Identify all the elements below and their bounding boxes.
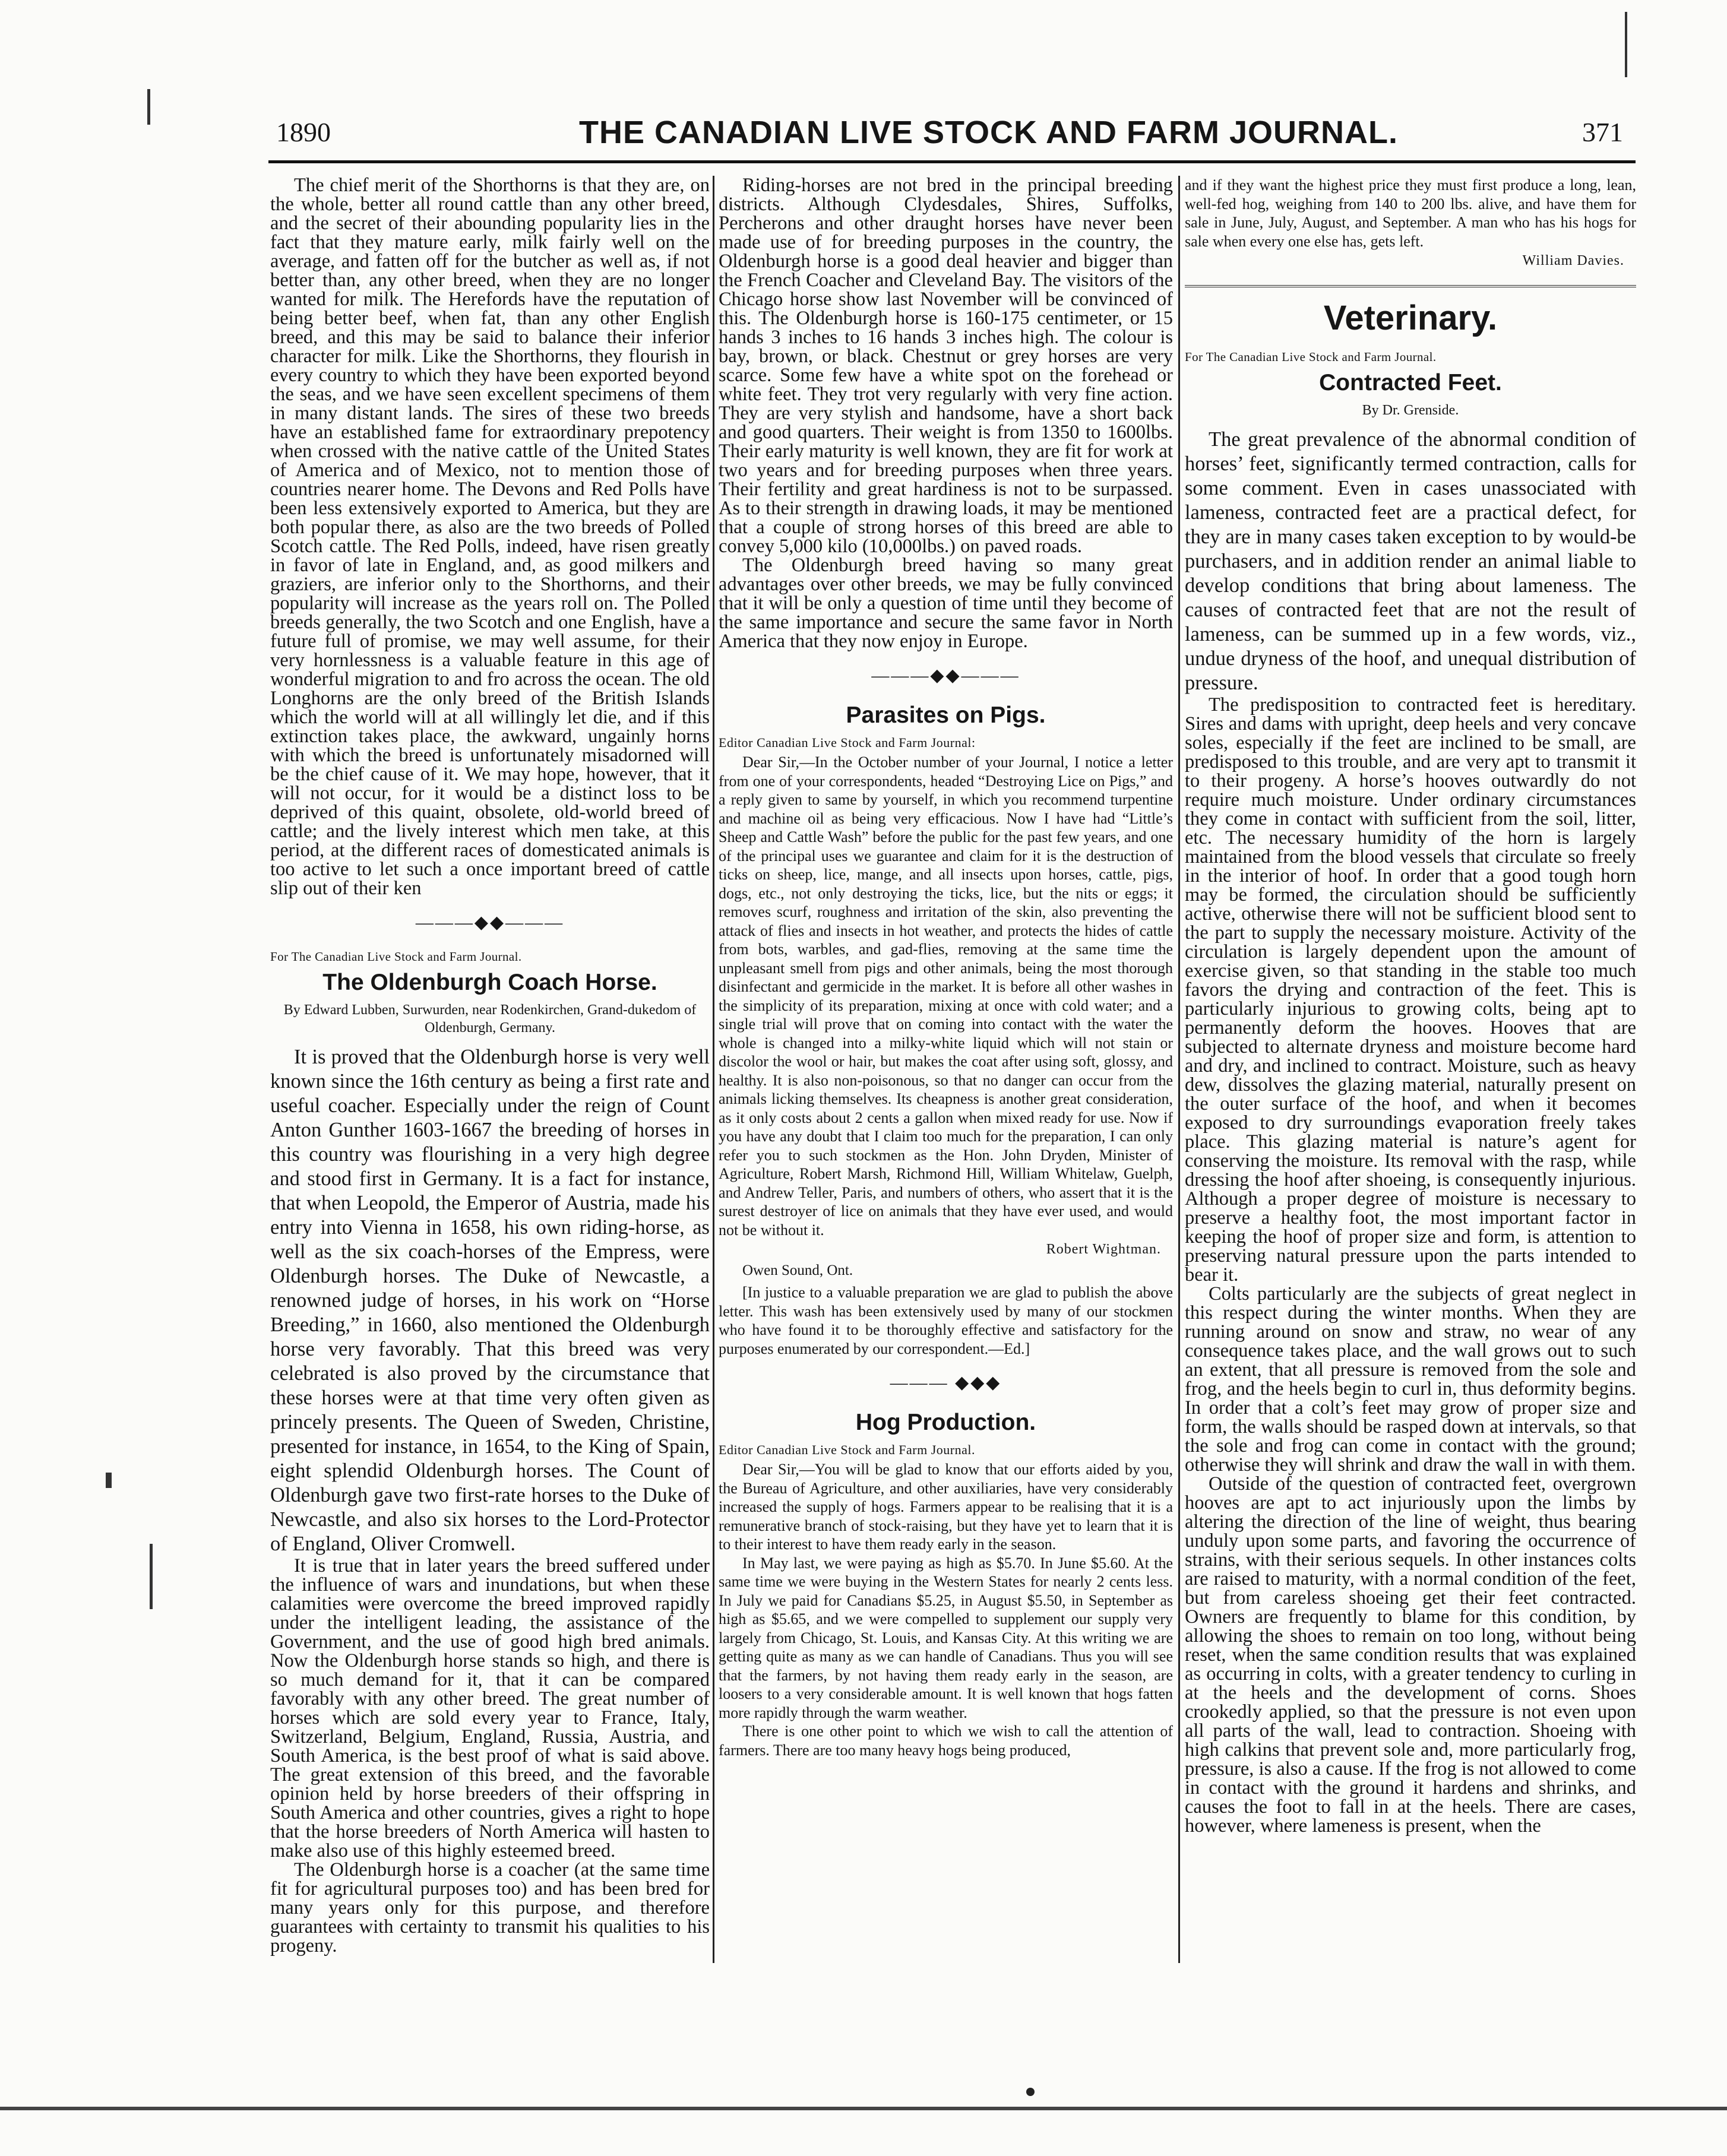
scan-margin-mark <box>147 89 150 125</box>
contracted-feet-byline: By Dr. Grenside. <box>1362 403 1459 418</box>
scan-bottom-edge <box>0 2107 1727 2110</box>
scan-margin-mark <box>150 1544 153 1609</box>
parasites-signature: Robert Wightman. <box>1046 1242 1161 1257</box>
header-rule <box>268 160 1636 163</box>
scan-dot <box>1026 2088 1035 2096</box>
column-1 <box>270 176 710 1969</box>
riding-paragraph: Riding-horses are not bred in the principal breeding districts. Although Clydesdales, Shires, Suffolks, Percherons and other draught horses have never been made use of for breeding purposes in the country, the Oldenburgh horse is a good deal heavier and bigger than the French Coacher and Cleveland Bay. The visitors of the Chicago horse show last November will be convinced of this. The Oldenburgh horse is 160-175 centimeter, or 15 hands 3 inches to 16 hands 3 inches high. The colour is bay, brown, or black. Chestnut or grey horses are very scarce. Some few have a white spot on the forehead or white feet. They trot very regularly with very fine action. They are very stylish and handsome, have a short back and good quarters. Their weight is from 1350 to 1600lbs. Their early maturity is well known, they are fit for work at two years and for breeding purposes when three years. Their fertility and great hardiness is not to be surpassed. As to their strength in drawing loads, it may be mentioned that a couple of strong horses of this breed are able to convey 5,000 kilo (10,000lbs.) on paved roads. <box>719 176 1173 557</box>
column-rule <box>713 176 714 1963</box>
for-journal-line: For The Canadian Live Stock and Farm Journal. <box>270 949 522 964</box>
contracted-feet-paragraph: The predisposition to contracted feet is hereditary. Sires and dams with upright, deep heels and very concave soles, especially if the feet are inclined to be small, are predisposed to this trouble, and are very apt to transmit it to their progeny. A horse’s hooves outwardly do not require much moisture. Under ordinary circumstances they come in contact with sufficient from the soil, litter, etc. The necessary humidity of the horn is largely maintained from the blood vessels that circulate so freely in the interior of hoof. In order that a good tough horn may be formed, the circulation should be sufficiently active, otherwise there will not be sufficient blood sent to the part to supply the necessary moisture. Activity of the circulation is largely dependent upon the amount of exercise given, so that standing in the stable too much favors the drying and contraction of the feet. This is particularly injurious to growing colts, being apt to permanently deform the hooves. Hooves that are subjected to alternate dryness and moisture become hard and dry, and inclined to contract. Moisture, such as heavy dew, dissolves the glazing material, naturally present on the outer surface of the hoof, and when it becomes exposed to dry surroundings evaporation freely takes place. This glazing material is nature’s agent for conserving the moisture. Its removal with the rasp, while dressing the hoof after shoeing, is consequently injurious. Although a proper degree of moisture is necessary to preserve a healthy foot, the most important factor in keeping the hoof of proper size and form, is attention to preserving natural pressure upon the parts intended to bear it. <box>1185 694 1636 1286</box>
editor-note: [In justice to a valuable preparation we are glad to publish the above letter. This wash has been extensively used by many of our stockmen who have found it to be thoroughly effective and satisfactory for the purposes enumerated by our correspondent.—Ed.] <box>719 1284 1173 1357</box>
parasites-letter: Dear Sir,—In the October number of your Journal, I notice a letter from one of your correspondents, headed “Destroying Lice on Pigs,” and a reply given to same by yourself, in which you recommend turpentine and machine oil as being very efficacious. Now I have had “Little’s Sheep and Cattle Wash” before the public for the past few years, and one of the principal uses we guarantee and claim for it is the destruction of ticks on sheep, lice, mange, and all insects upon horses, cattle, pigs, dogs, etc., not only destroying the ticks, lice, but the nits or eggs; it removes scurf, roughness and irritation of the skin, also preventing the attack of flies and insects in hot weather, and protects the hides of cattle from bots, warbles, and gad-flies, removing at the same time the unpleasant smell from pigs and other animals, being the most thorough disinfectant and germicide in the market. It is before all other washes in the simplicity of its preparation, mixing at once with cold water; and a single trial will prove that on coming into contact with the water the whole is changed into a milky-white liquid which will not stain or discolor the wool or hair, but makes the coat after using soft, glossy, and healthy. It is also non-poisonous, so that no danger can occur from the animals licking themselves. Its cheapness is another great consideration, as it only costs about 2 cents a gallon when mixed ready for use. Now if you have any doubt that I claim too much for the preparation, I can only refer you to such stockmen as the Hon. John Dryden, Minister of Agriculture, Robert Marsh, Richmond Hill, William Whitelaw, Guelph, and Andrew Teller, Paris, and numbers of others, who assert that it is the surest destroyer of lice on animals that they have ever used, and would not be without it. <box>719 754 1173 1239</box>
section-separator: ———◆◆——— <box>871 666 1020 685</box>
hog-paragraph: There is one other point to which we wish to call the attention of farmers. There are too many heavy hogs being produced, <box>719 1723 1173 1759</box>
hog-paragraph: Dear Sir,—You will be glad to know that our efforts aided by you, the Bureau of Agriculture, and other auxiliaries, have very considerably increased the supply of hogs. Farmers appear to be realising that it is a remunerative branch of stock-raising, but they have yet to learn that it is to their interest to have them ready early in the season. <box>719 1461 1173 1553</box>
section-separator: ——— ◆◆◆ <box>890 1373 1002 1392</box>
contracted-feet-paragraph: Colts particularly are the subjects of great neglect in this respect during the winter months. When they are running around on snow and straw, no wear of any consequence takes place, and the wall grows out to such an extent, that all pressure is removed from the sole and frog, and the heels begin to curl in, thus deformity begins. In order that a colt’s feet may grow of proper size and form, the walls should be rasped down at intervals, so that the sole and frog can come in contact with the ground; otherwise they will shrink and draw the wall in with them. <box>1185 1283 1636 1476</box>
contracted-feet-paragraph: Outside of the question of contracted feet, overgrown hooves are apt to act injuriously upon the limbs by altering the direction of the line of weight, thus bearing unduly upon some parts, and favoring the occurrence of strains, with their serious sequels. In other instances colts are raised to maturity, with a normal condition of the feet, but from careless shoeing get their feet contracted. Owners are frequently to blame for this condition, by allowing the shoes to remain on too long, without being reset, when the same condition results that was explained as occurring in colts, with a greater tendency to curling in at the heels and the development of corns. Shoes crookedly applied, so that the pressure is not even upon all parts of the wall, lead to contraction. Shoeing with high calkins that prevent sole and, more particularly frog, pressure, is also a cause. If the frog is not allowed to come in contact with the ground it hardens and shrinks, and causes the foot to fall in at the heels. There are cases, however, where lameness is present, when the <box>1185 1473 1636 1837</box>
parasites-place: Owen Sound, Ont. <box>742 1262 853 1278</box>
header-page-number: 371 <box>1582 117 1623 147</box>
column-2 <box>719 176 1173 1969</box>
oldenburgh-paragraph: The Oldenburgh horse is a coacher (at the same time fit for agricultural purposes too) and has been bred for many years only for this purpose, and therefore guarantees with certainty to transmit his qualities to his progeny. <box>270 1859 710 1956</box>
oldenburgh-heading: The Oldenburgh Coach Horse. <box>322 970 657 995</box>
column-rule <box>1178 176 1180 1963</box>
contracted-feet-heading: Contracted Feet. <box>1319 370 1502 395</box>
hog-paragraph: In May last, we were paying as high as $5.70. In June $5.60. At the same time we were buying in the Western States for nearly 2 cents less. In July we paid for Canadians $5.25, in August $5.50, in September as high as $5.65, and we were compelled to supplement our supply very largely from Chicago, St. Louis, and Kansas City. At this writing we are getting quite as many as we can handle of Canadians. Thus you will see that the farmers, by not having them ready early in the season, are loosers to a very considerable amount. It is well known that hogs fatten more rapidly through the warm weather. <box>719 1554 1173 1721</box>
oldenburgh-byline: By Edward Lubben, Surwurden, near Rodenkirchen, Grand-dukedom of Oldenburgh, Germany. <box>283 1002 697 1036</box>
hog-editor-line: Editor Canadian Live Stock and Farm Journal. <box>719 1442 975 1457</box>
hog-signature: William Davies. <box>1522 253 1624 268</box>
parasites-editor-line: Editor Canadian Live Stock and Farm Journal: <box>719 735 976 750</box>
header-year: 1890 <box>276 117 331 147</box>
section-double-rule <box>1185 285 1636 291</box>
header-title: THE CANADIAN LIVE STOCK AND FARM JOURNAL. <box>579 115 1399 150</box>
contracted-feet-paragraph: The great prevalence of the abnormal condition of horses’ feet, significantly termed contraction, calls for some comment. Even in cases unassociated with lameness, contracted feet are a practical defect, for they are in many cases taken exception to by would-be purchasers, and in addition render an animal liable to develop conditions that bring about lameness. The causes of contracted feet that are not the result of lameness, can be summed up in a few words, viz., undue dryness of the hoof, and unequal distribution of pressure. <box>1185 428 1636 694</box>
scan-margin-mark <box>1625 12 1627 77</box>
parasites-heading: Parasites on Pigs. <box>846 702 1046 728</box>
shorthorn-paragraph: The chief merit of the Shorthorns is that they are, on the whole, better all round cattle than any other breed, and the secret of their abounding popularity lies in the fact that they mature early, milk fairly well on the average, and fatten off for the butcher as well as, if not better than, any other breed, when they are no longer wanted for milk. The Herefords have the reputation of being better beef, when fat, than any other English breed, and this may be said to balance their inferior character for milk. Like the Shorthorns, they flourish in every country to which they have been exported beyond the seas, and we have seen excellent specimens of them in many distant lands. The sires of these two breeds have an established fame for extraordinary prepotency when crossed with the native cattle of the United States of America and of Mexico, not to mention those of countries nearer home. The Devons and Red Polls have been less extensively exported to America, but they are both popular there, as also are the two breeds of Polled Scotch cattle. The Red Polls, indeed, have risen greatly in favor of late in England, and, as good milkers and graziers, are inferior only to the Shorthorns, and their popularity will increase as the years roll on. The Polled breeds generally, the two Scotch and one English, have a future full of promise, we may well assume, for their very hornlessness is a valuable feature in this age of wonderful migration to and fro across the ocean. The old Longhorns are the only breed of the British Islands which the world will at all willingly let die, and if this extinction takes place, the awkward, ungainly horns with which the breed is unfortunately misadorned will be the chief cause of it. We may hope, however, that it will not occur, for it would be a distinct loss to be deprived of this quaint, obsolete, old-world breed of cattle; and the lively interest which men take, at this period, at the different races of domesticated animals is too active to let such a once important breed of cattle slip out of their ken <box>270 176 710 899</box>
veterinary-heading: Veterinary. <box>1323 299 1498 337</box>
scan-margin-mark <box>106 1473 112 1488</box>
hog-heading: Hog Production. <box>855 1410 1036 1435</box>
column-3 <box>1185 176 1636 1969</box>
oldenburgh-paragraph: It is proved that the Oldenburgh horse is very well known since the 16th century as being a first rate and useful coacher. Especially under the reign of Count Anton Gunther 1603-1667 the breeding of horses in this country was flourishing in a very high degree and stood first in Germany. It is a fact for instance, that when Leopold, the Emperor of Austria, made his entry into Vienna in 1658, his own riding-horse, as well as the six coach-horses of the Empress, were Oldenburgh horses. The Duke of Newcastle, a renowned judge of horses, in his work on “Horse Breeding,” in 1660, also mentioned the Oldenburgh horse very favorably. That this breed was very celebrated is also proved by the circumstance that these horses were at that time very often given as princely presents. The Queen of Sweden, Christine, presented for instance, in 1654, to the King of Spain, eight splendid Oldenburgh horses. The Count of Oldenburgh gave two first-rate horses to the Duke of Newcastle, and also six horses to the Lord-Protector of England, Oliver Cromwell. <box>270 1046 710 1555</box>
hog-continued: and if they want the highest price they must first produce a long, lean, well-fed hog, weighing from 140 to 200 lbs. alive, and have them for sale in June, July, August, and September. A man who has his hogs for sale when every one else has, gets left. <box>1185 176 1636 250</box>
riding-paragraph: The Oldenburgh breed having so many great advantages over other breeds, we may be fully convinced that it will be only a question of time until they become of the same importance and secure the same favor in North America that they now enjoy in Europe. <box>719 555 1173 652</box>
section-separator: ———◆◆——— <box>415 913 565 932</box>
oldenburgh-paragraph: It is true that in later years the breed suffered under the influence of wars and inundations, but when these calamities were overcome the breed improved rapidly under the intelligent leading, the assistance of the Government, and the use of good high bred animals. Now the Oldenburgh horse stands so high, and there is so much demand for it, that it can be compared favorably with any other breed. The great number of horses which are sold every year to France, Italy, Switzerland, Belgium, England, Russia, Austria, and South America, is the best proof of what is said above. The great extension of this breed, and the favorable opinion held by horse breeders of their offspring in South America and other countries, gives a right to hope that the horse breeders of North America will hasten to make also use of this highly esteemed breed. <box>270 1555 710 1861</box>
for-journal-line: For The Canadian Live Stock and Farm Journal. <box>1185 350 1437 364</box>
